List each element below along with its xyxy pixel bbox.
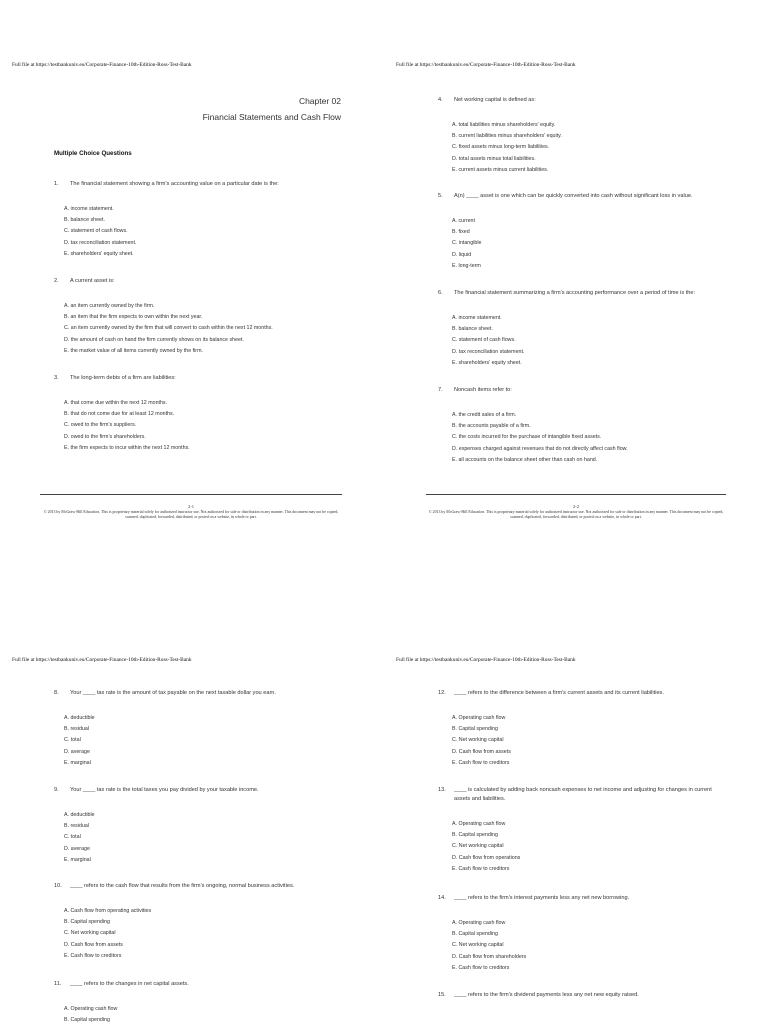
answer-option: D. Cash flow from shareholders [452,953,527,960]
question-text: Your ____ tax rate is the amount of tax payable on the next taxable dollar you earn. [70,690,276,696]
question-text: ____ refers to the cash flow that results from the firm's ongoing, normal business activities. [70,883,295,889]
question-4 [438,96,562,176]
question-number: 9. [54,787,59,793]
question-text: The financial statement showing a firm's accounting value on a particular date is the: [70,181,279,187]
answer-options [452,216,693,272]
page-number: 2-2 [572,504,580,509]
answer-option: B. that do not come due for at least 12 months. [64,411,175,418]
question-number: 14. [438,895,446,901]
question-14 [438,894,629,974]
answer-option: D. average [64,748,90,755]
answer-option: A. income statement. [452,315,502,321]
footer-rule [426,494,726,495]
answer-options [64,1004,189,1026]
answer-option: C. an item currently owned by the firm that will convert to cash within the next 12 months. [64,325,273,332]
source-header: Full file at https://testbankuniv.eu/Corporate-Finance-10th-Edition-Ross-Test-Bank [396,62,576,68]
answer-option: C. total [64,737,81,744]
answer-option: E. long-term [452,262,481,269]
answer-option: E. Cash flow to creditors [452,865,510,872]
answer-option: E. marginal [64,759,91,766]
answer-option: E. Cash flow to creditors [452,964,510,971]
question-number: 4. [438,97,443,103]
question-number: 15. [438,992,446,998]
question-text: Net working capital is defined as: [454,97,536,103]
question-text: A current asset is: [70,278,115,284]
answer-option: C. Net working capital [64,930,116,937]
question-number: 5. [438,193,443,199]
answer-options [452,313,695,369]
answer-option: A. Operating cash flow [452,920,506,926]
answer-option: D. Cash flow from assets [452,748,511,755]
answer-option: A. Operating cash flow [452,821,506,827]
answer-option: C. fixed assets minus long-term liabilities. [452,144,550,151]
question-number: 1. [54,181,59,187]
answer-option: B. fixed [452,229,470,236]
answer-option: E. shareholders' equity sheet. [452,359,522,366]
answer-option: D. liquid [452,251,472,258]
answer-option: C. the costs incurred for the purchase of intangible fixed assets. [452,434,602,441]
document-page-2-2 [384,0,768,519]
question-text: A(n) ____ asset is one which can be quickly converted into cash without significant loss in value. [454,193,693,199]
document-page-2-4 [384,512,768,1024]
question-number: 3. [54,375,59,381]
answer-options [64,301,273,357]
answer-option: B. balance sheet. [452,326,493,333]
answer-option: A. deductible [64,715,95,721]
answer-option: A. an item currently owned by the firm. [64,303,155,309]
question-number: 13. [438,787,446,793]
section-heading: Multiple Choice Questions [54,150,132,157]
answer-option: A. that come due within the next 12 months. [64,400,168,406]
answer-options [64,906,294,962]
answer-option: B. residual [64,823,90,830]
answer-option: D. average [64,845,90,852]
answer-option: A. Cash flow from operating activities [64,908,152,914]
answer-option: C. Net working capital [452,737,504,744]
answer-option: D. Cash flow from assets [64,941,123,948]
answer-option: B. Capital spending [452,931,498,938]
answer-option: A. Operating cash flow [64,1006,118,1012]
answer-option: C. Net working capital [452,942,504,949]
question-13 [438,786,729,875]
question-7 [438,386,628,466]
answer-option: A. total liabilities minus shareholders' equity. [452,122,556,128]
question-number: 7. [438,387,443,393]
chapter-title: Chapter 02 [298,96,341,106]
question-9 [54,786,259,866]
footer-rule [40,494,342,495]
answer-option: B. Capital spending [64,1017,110,1024]
answer-option: A. the credit sales of a firm. [452,412,517,418]
answer-option: B. the accounts payable of a firm. [452,423,531,430]
answer-option: C. statement of cash flows. [452,337,516,344]
question-6 [438,289,695,369]
question-text: ____ refers to the difference between a firm's current assets and its current liabilities. [454,690,664,696]
question-5 [438,192,693,272]
question-1 [54,180,279,260]
question-number: 8. [54,690,59,696]
answer-option: E. Cash flow to creditors [452,759,510,766]
answer-option: B. residual [64,726,90,733]
question-text: ____ refers to the firm's dividend payments less any net new equity raised. [454,992,639,998]
answer-option: B. Capital spending [452,832,498,839]
answer-option: C. intangible [452,240,482,247]
answer-option: D. expenses charged against revenues that do not directly affect cash flow. [452,445,628,452]
question-number: 11. [54,981,62,987]
answer-option: E. marginal [64,856,91,863]
document-page-2-1 [0,0,384,519]
answer-options [452,713,664,769]
answer-option: E. the firm expects to incur within the next 12 months. [64,444,190,451]
answer-option: C. Net working capital [452,843,504,850]
answer-option: C. statement of cash flows. [64,228,128,235]
answer-option: C. owed to the firm's suppliers. [64,422,137,429]
copyright-notice: © 2013 by McGraw-Hill Education. This is proprietary material solely for authorized instructor use. Not authorized for sale or distribution in any manner. This document may not be copied, scanned, duplicated, forwarded, distributed, or posted on a website, in whole or part. [43,510,339,519]
answer-option: D. tax reconciliation statement. [452,348,525,355]
question-text: The long-term debts of a firm are liabilities: [70,375,176,381]
question-3 [54,374,190,454]
question-text: ____ is calculated by adding back noncash expenses to net income and adjusting for changes in current assets and liabilities. [454,787,712,802]
question-number: 10. [54,883,62,889]
source-header: Full file at https://testbankuniv.eu/Corporate-Finance-10th-Edition-Ross-Test-Bank [12,657,192,663]
answer-option: E. the market value of all items currently owned by the firm. [64,347,203,354]
answer-option: D. total assets minus total liabilities. [452,155,536,162]
answer-options [64,810,259,866]
answer-options [452,819,729,875]
answer-option: A. income statement. [64,206,114,212]
question-12 [438,689,664,769]
answer-options [64,713,276,769]
question-number: 6. [438,290,443,296]
answer-option: B. Capital spending [64,919,110,926]
answer-option: D. owed to the firm's shareholders. [64,433,146,440]
copyright-notice: © 2013 by McGraw-Hill Education. This is proprietary material solely for authorized instructor use. Not authorized for sale or distribution in any manner. This document may not be copied, scanned, duplicated, forwarded, distributed, or posted on a website, in whole or part. [428,510,724,519]
answer-option: B. balance sheet. [64,217,105,224]
question-number: 2. [54,278,59,284]
answer-option: D. Cash flow from operations [452,854,521,861]
question-text: ____ refers to the changes in net capital assets. [70,981,189,987]
answer-option: B. Capital spending [452,726,498,733]
answer-options [452,918,629,974]
answer-option: E. Cash flow to creditors [64,952,122,959]
question-8 [54,689,276,769]
question-2 [54,277,273,357]
answer-option: C. total [64,834,81,841]
answer-option: E. all accounts on the balance sheet other than cash on hand. [452,456,598,463]
question-15 [438,991,639,1000]
question-text: Noncash items refer to: [454,387,512,393]
answer-options [64,204,279,260]
chapter-subtitle: Financial Statements and Cash Flow [202,112,341,122]
answer-options [64,398,190,454]
question-text: The financial statement summarizing a firm's accounting performance over a period of time is the: [454,290,696,296]
source-header: Full file at https://testbankuniv.eu/Corporate-Finance-10th-Edition-Ross-Test-Bank [12,62,192,68]
answer-option: E. current assets minus current liabilities. [452,166,549,173]
answer-option: D. the amount of cash on hand the firm currently shows on its balance sheet. [64,336,244,343]
question-text: Your ____ tax rate is the total taxes you pay divided by your taxable income. [70,787,259,793]
answer-option: E. shareholders' equity sheet. [64,250,134,257]
question-text: ____ refers to the firm's interest payments less any net new borrowing. [454,895,630,901]
answer-option: D. tax reconciliation statement. [64,239,137,246]
answer-option: B. an item that the firm expects to own within the next year. [64,314,203,321]
answer-option: A. deductible [64,812,95,818]
answer-option: A. Operating cash flow [452,715,506,721]
source-header: Full file at https://testbankuniv.eu/Corporate-Finance-10th-Edition-Ross-Test-Bank [396,657,576,663]
answer-options [452,410,628,466]
answer-options [452,120,562,176]
question-number: 12. [438,690,446,696]
answer-option: A. current [452,218,475,224]
document-page-2-3 [0,512,384,1024]
answer-option: B. current liabilities minus shareholders' equity. [452,133,562,140]
question-10 [54,882,294,962]
question-11 [54,980,189,1026]
page-number: 2-1 [187,504,195,509]
